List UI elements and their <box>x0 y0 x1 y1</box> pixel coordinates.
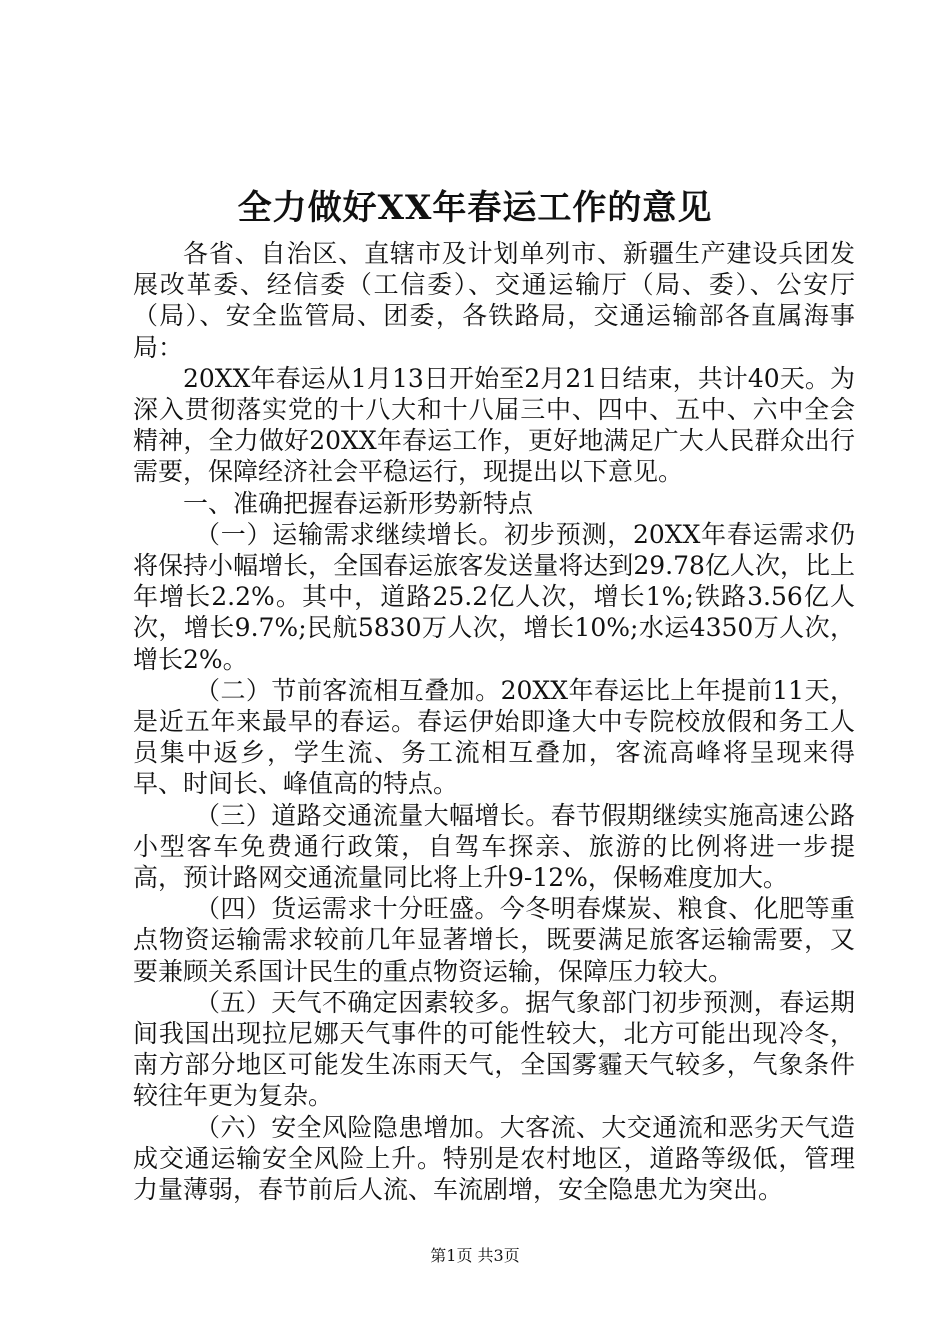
point-1-paragraph: （一）运输需求继续增长。初步预测，20XX年春运需求仍将保持小幅增长，全国春运旅客发送量将达到29.78亿人次，比上年增长2.2%。其中，道路25.2亿人次，增长1%;铁路3.56亿人次，增长9.7%;民航5830万人次，增长10%;水运4350万人次，增长2%。 <box>133 519 855 674</box>
point-2-paragraph: （二）节前客流相互叠加。20XX年春运比上年提前11天，是近五年来最早的春运。春运伊始即逢大中专院校放假和务工人员集中返乡，学生流、务工流相互叠加，客流高峰将呈现来得早、时间长、峰值高的特点。 <box>133 675 855 799</box>
document-body <box>133 238 855 1205</box>
point-3-paragraph: （三）道路交通流量大幅增长。春节假期继续实施高速公路小型客车免费通行政策，自驾车探亲、旅游的比例将进一步提高，预计路网交通流量同比将上升9-12%，保畅难度加大。 <box>133 800 855 893</box>
point-4-paragraph: （四）货运需求十分旺盛。今冬明春煤炭、粮食、化肥等重点物资运输需求较前几年显著增长，既要满足旅客运输需要，又要兼顾关系国计民生的重点物资运输，保障压力较大。 <box>133 894 855 986</box>
page-number-footer: 第1页 共3页 <box>430 1246 520 1265</box>
point-5-paragraph: （五）天气不确定因素较多。据气象部门初步预测，春运期间我国出现拉尼娜天气事件的可能性较大，北方可能出现冷冬，南方部分地区可能发生冻雨天气，全国雾霾天气较多，气象条件较往年更为复杂。 <box>133 987 855 1111</box>
document-title: 全力做好XX年春运工作的意见 <box>237 188 713 228</box>
intro-paragraph: 20XX年春运从1月13日开始至2月21日结束，共计40天。为深入贯彻落实党的十八大和十八届三中、四中、五中、六中全会精神，全力做好20XX年春运工作，更好地满足广大人民群众出行需要，保障经济社会平稳运行，现提出以下意见。 <box>133 363 855 487</box>
section-heading: 一、准确把握春运新形势新特点 <box>183 488 534 518</box>
point-6-paragraph: （六）安全风险隐患增加。大客流、大交通流和恶劣天气造成交通运输安全风险上升。特别是农村地区，道路等级低，管理力量薄弱，春节前后人流、车流剧增，安全隐患尤为突出。 <box>133 1112 855 1205</box>
salutation-paragraph: 各省、自治区、直辖市及计划单列市、新疆生产建设兵团发展改革委、经信委（工信委）、交通运输厅（局、委）、公安厅（局）、安全监管局、团委，各铁路局，交通运输部各直属海事局： <box>133 239 855 362</box>
